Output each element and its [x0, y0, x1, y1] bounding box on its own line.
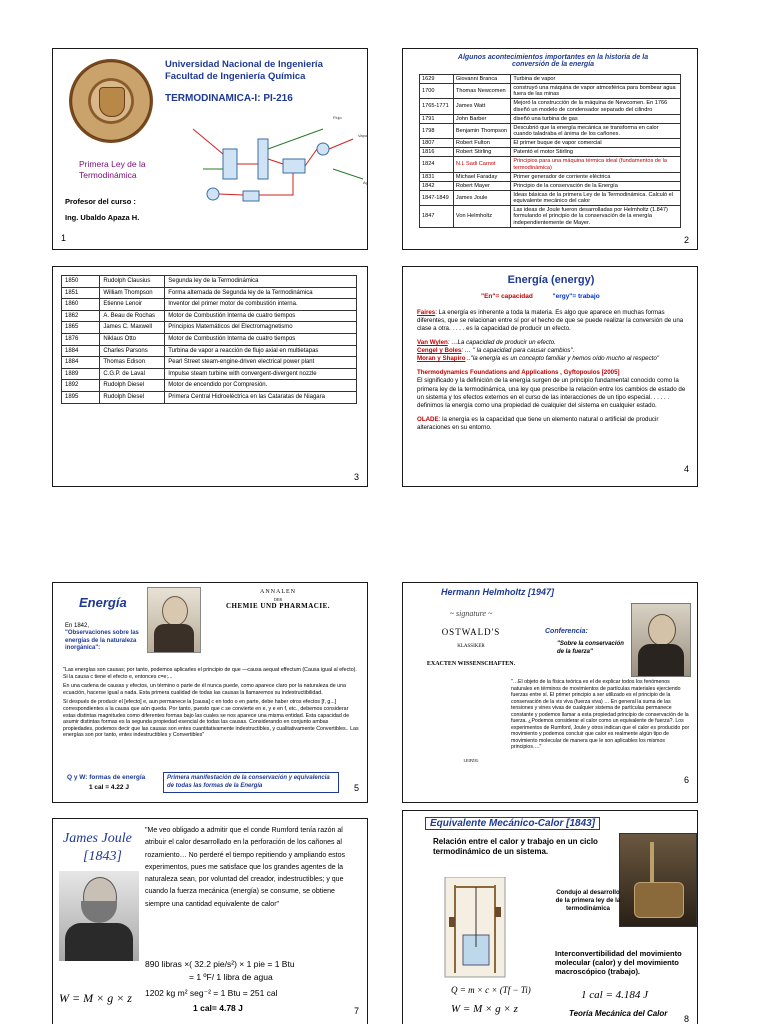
- person-cell: Von Helmholtz: [453, 206, 510, 227]
- equation-4: 1 cal= 4.78 J: [193, 1003, 243, 1013]
- person-cell: Benjamin Thompson: [453, 123, 510, 138]
- events-table: [61, 275, 357, 404]
- table-row: [62, 368, 357, 380]
- year-cell: 1860: [62, 299, 100, 311]
- event-cell: Descubrió que la energía mecánica se transforma en calor cuando taladraba el ánima de los cañones.: [511, 123, 681, 138]
- annalen-cover: ANNALEN DER CHEMIE UND PHARMACIE.: [225, 589, 331, 610]
- joule-portrait: [59, 871, 139, 961]
- slide-subtitle: Relación entre el calor y trabajo en un ciclo termodinámico de un sistema.: [433, 837, 598, 856]
- ostwald-cover: ~ signature ~ OSTWALD'S KLASSIKER EXACTEN WISSENSCHAFTEN. LEIPZIG: [426, 609, 516, 763]
- gyftopoulos-title: Thermodynamics Foundations and Applications , Gyftopoulos [2005]: [417, 369, 620, 377]
- helmholtz-portrait: [631, 603, 691, 677]
- table-row: [420, 123, 681, 138]
- joule-quote: "Me veo obligado a admitir que el conde Rumford tenía razón al atribuir el calor desarrollado en la perforación de los cañones al rozamiento… No perderé el tiempo repitiendo y ampliando estos experimentos, pues me satisface que los grandes agentes de la naturaleza sean, por voluntad del creador, indestructibles; y que cuando la fuerza mecánica (energía) se consume, se obtiene siempre una cantidad equivalente de calor": [145, 827, 345, 908]
- year-cell: 1816: [420, 148, 454, 157]
- slide-number: 1: [61, 233, 67, 243]
- table-row: [62, 380, 357, 392]
- year-cell: 1865: [62, 322, 100, 334]
- table-row: [420, 157, 681, 172]
- person-cell: Rudolph Diesel: [100, 391, 165, 403]
- university-name: Universidad Nacional de Ingeniería: [165, 59, 323, 70]
- joule-apparatus-photo: [619, 833, 697, 927]
- qw-label: Q y W: formas de energía: [67, 774, 146, 781]
- mechanical-theory-label: Teoría Mecánica del Calor: [569, 1009, 668, 1018]
- year-cell: 1850: [62, 276, 100, 288]
- observations-title: "Observaciones sobre las energías de la naturaleza inorgánica":: [65, 630, 139, 651]
- person-cell: Rudolph Diesel: [100, 380, 165, 392]
- slide-number: 4: [683, 464, 689, 475]
- slide-number: 2: [683, 235, 689, 245]
- gyftopoulos-paragraph: El significado y la definición de la energía surgen de un principio fundamental conocido como la primera ley de la termodinámica, una ley que prescribe la relación entre los cambios de estado de un sistema y los efectos externos en el curso de las interacciones de un tipo especial. . . . . . definimos la energía como una propiedad de cualquier del sistema en cualquier estado.: [417, 377, 686, 409]
- person-cell: Niklaus Otto: [100, 333, 165, 345]
- table-row: [420, 114, 681, 123]
- table-row: [420, 181, 681, 190]
- table-row: [62, 299, 357, 311]
- year-cell: 1842: [420, 181, 454, 190]
- event-cell: Motor de Combustión Interna de cuatro tiempos: [165, 310, 357, 322]
- event-cell: Principios para una máquina térmica ideal (fundamentos de la termodinámica): [511, 157, 681, 172]
- topic-title: Primera Ley de la Termodinámica: [79, 159, 146, 181]
- slide-number: 8: [683, 1014, 689, 1024]
- person-cell: Etienne Lenoir: [100, 299, 165, 311]
- event-cell: diseñó una turbina de gas: [511, 114, 681, 123]
- person-cell: Thomas Newcomen: [453, 84, 510, 99]
- olade-paragraph: OLADE: la energía es la capacidad que tiene un elemento natural o artificial de producir alteraciones en su entorno.: [417, 415, 659, 431]
- year-cell: 1798: [420, 123, 454, 138]
- table-row: [62, 310, 357, 322]
- year-cell: 1765-1771: [420, 99, 454, 114]
- equation-1: 890 libras ×( 32.2 pie/s²) × 1 pie = 1 Btu: [145, 959, 295, 969]
- event-cell: Ideas básicas de la primera Ley de la Termodinámica. Calculó el equivalente mecánico del calor: [511, 190, 681, 205]
- vanwylen-line: Van Wylen: …La capacidad de producir un efecto.: [417, 339, 556, 347]
- table-row: [62, 345, 357, 357]
- table-row: [62, 357, 357, 369]
- year-cell: 1700: [420, 84, 454, 99]
- person-cell: Robert Mayer: [453, 181, 510, 190]
- events-table: [419, 74, 681, 228]
- year-cell: 1862: [62, 310, 100, 322]
- person-cell: Giovanni Branca: [453, 75, 510, 84]
- slide-number: 5: [353, 782, 359, 793]
- person-cell: Michael Faraday: [453, 172, 510, 181]
- ergy-work: "ergy"= trabajo: [552, 293, 600, 300]
- person-cell: Charles Parsons: [100, 345, 165, 357]
- year-cell: 1851: [62, 287, 100, 299]
- event-cell: Primer generador de corriente eléctrica: [511, 172, 681, 181]
- slide-title: Algunos acontecimientos importantes en la historia de la conversión de la energía: [457, 54, 649, 68]
- person-cell: Robert Stirling: [453, 148, 510, 157]
- professor-label: Profesor del curso :: [65, 197, 136, 206]
- year-label: En 1842,: [65, 623, 90, 629]
- summary-box: Primera manifestación de la conservación y equivalencia de todas las formas de la Energía: [163, 772, 339, 793]
- en-capacity: "En"= capacidad: [481, 293, 533, 300]
- course-code: TERMODINAMICA-I: PI-216: [165, 93, 293, 104]
- slide-8: [402, 810, 698, 1024]
- faires-paragraph: Faires: La energía es inherente a toda la materia. Es algo que aparece en muchas formas diferentes, que se relacionan entre sí por el hecho de que se puede realizar la conversión de una clase a otra. . . . . es la capacidad de producir un efecto.: [417, 309, 684, 333]
- svg-text:Agua: Agua: [363, 180, 373, 185]
- table-row: [420, 75, 681, 84]
- person-cell: James Joule: [453, 190, 510, 205]
- year-cell: 1791: [420, 114, 454, 123]
- slide-title: Energía (energy): [507, 274, 595, 286]
- calorie-equivalence: 1 cal = 4.184 J: [581, 989, 648, 1001]
- work-formula: W = M × g × z: [59, 991, 132, 1005]
- event-cell: Turbina de vapor a reacción de flujo axial en multietapas: [165, 345, 357, 357]
- slide-title: James Joule: [63, 831, 132, 846]
- year-cell: 1876: [62, 333, 100, 345]
- event-cell: Primera Central Hidroeléctrica en las Cataratas de Niagara: [165, 391, 357, 403]
- slide-number: 3: [353, 472, 359, 482]
- professor-name: Ing. Ubaldo Apaza H.: [65, 213, 140, 222]
- event-cell: Mejoró la construcción de la máquina de Newcomen. En 1766 diseñó un modelo de condensador separado del cilindro: [511, 99, 681, 114]
- table-row: [420, 206, 681, 227]
- event-cell: Segunda ley de la Termodinámica: [165, 276, 357, 288]
- table-row: [420, 99, 681, 114]
- slide-year: [1843]: [83, 849, 122, 864]
- faculty-name: Facultad de Ingeniería Química: [165, 71, 306, 82]
- person-cell: C.G.P. de Laval: [100, 368, 165, 380]
- paragraph-3: Si después de producir el [efecto] e, aun permanece la [causa] c en todo o en parte, debe haber otros efectos [f, g...] correspondientes a la causa que aún queda. Por tanto, puesto que c se convierte en e, y e en f, etc., debemos considerar estas distintas magnitudes como diferentes formas bajo las cuales se nos aparece una misma entidad. Esta capacidad de asumir distintas formas es la segunda propiedad esencial de todas las causas. Considerando en conjunto ambas propiedades, podemos decir que las causas son entes cuantitativamente indestructibles, y cualitativamente Convertibles.. Las energías son por tanto, entes indestructibles y Convertibles": [63, 699, 359, 739]
- event-cell: Forma alternada de Segunda ley de la Termodinámica: [165, 287, 357, 299]
- slide-5: [52, 582, 368, 803]
- table-row: [420, 190, 681, 205]
- person-cell: John Barber: [453, 114, 510, 123]
- table-row: [420, 172, 681, 181]
- table-row: [62, 322, 357, 334]
- person-cell: Robert Fulton: [453, 139, 510, 148]
- slide-7: [52, 818, 368, 1024]
- joule-apparatus-diagram: [435, 877, 527, 985]
- table-row: [420, 139, 681, 148]
- person-cell: Rudolph Clausius: [100, 276, 165, 288]
- year-cell: 1824: [420, 157, 454, 172]
- cengel-line: Cengel y Boles: … " la capacidad para causar cambios".: [417, 347, 575, 355]
- svg-text:Vapor: Vapor: [358, 133, 369, 138]
- year-cell: 1831: [420, 172, 454, 181]
- year-cell: 1895: [62, 391, 100, 403]
- mayer-portrait: [147, 587, 201, 653]
- year-cell: 1807: [420, 139, 454, 148]
- slide-1: [52, 48, 373, 250]
- person-cell: Thomas Edison: [100, 357, 165, 369]
- person-cell: William Thompson: [100, 287, 165, 299]
- conclusion-note: Condujo al desarrollo de la primera ley de la termodinámica: [555, 889, 621, 912]
- slide-4: [402, 266, 698, 487]
- conference-label: Conferencia:: [545, 628, 588, 635]
- person-cell: James C. Maxwell: [100, 322, 165, 334]
- event-cell: Las ideas de Joule fueron desarrolladas por Helmholtz (1.847) formulando el principio de la conservación de la energía independientemente de Mayer.: [511, 206, 681, 227]
- event-cell: Patentó el motor Stirling: [511, 148, 681, 157]
- conference-title: "Sobre la conservación de la fuerza": [557, 641, 624, 655]
- slide-2: [402, 48, 698, 250]
- paragraph-2: En una cadena de causas y efectos, un término o parte de él nunca puede, como aparece claro por la naturaleza de una ecuación, hacerse igual a nada. Esta primera cualidad de todas las causas la llamaremos su indestructibilidad.: [63, 683, 346, 696]
- work-formula: W = M × g × z: [451, 1003, 518, 1015]
- university-seal: [69, 59, 153, 143]
- slide-number: 6: [683, 774, 689, 785]
- slide-title: Hermann Helmholtz [1947]: [441, 587, 555, 597]
- table-row: [420, 148, 681, 157]
- equation-2: = 1 ºF/ 1 libra de agua: [189, 972, 273, 982]
- year-cell: 1889: [62, 368, 100, 380]
- year-cell: 1884: [62, 357, 100, 369]
- helmholtz-quote: "…El objeto de la física teórica es el de explicar todos los fenómenos naturales en términos de movimientos de partículas materiales ejerciendo fuerzas entre sí. El primer principio a ser utilizado es el principio de la conservación de la vis viva (fuerza viva) … En general la suma de las tensiones y vines vivas de cualquier sistema de partículas permanece constante y podemos llamar a esta propiedad principio de conservación de la fuerza. ¿Podemos considerar el calor como un equivalente de fuerza?. Los experimentos de Rumford, Joule y otros indican que el calor es producido por movimiento y podemos concluir que calor es realmente algún tipo de movimiento molecular de manera que le son aplicables los mismos principios….": [511, 679, 690, 750]
- year-cell: 1629: [420, 75, 454, 84]
- table-row: [62, 391, 357, 403]
- heat-formula: Q = m × c × (Tf − Ti): [451, 985, 531, 995]
- slide-title: Energía: [79, 595, 127, 610]
- process-flow-diagram: [183, 109, 373, 219]
- slide-number: 7: [353, 1006, 359, 1016]
- event-cell: Principio de la conservación de la Energía: [511, 181, 681, 190]
- event-cell: Inventor del primer motor de combustión interna.: [165, 299, 357, 311]
- event-cell: Motor de encendido por Compresión.: [165, 380, 357, 392]
- moran-line: Moran y Shapiro .."la energía es un concepto familiar y hemos oído mucho al respecto": [417, 355, 660, 363]
- paragraph-1: "Las energías son causas; por tanto, podemos aplicarles el principio de que —causa aequat effectum (Causa igual al efecto). Si la causa c tiene el efecto e, entonces c=e;...: [63, 667, 357, 680]
- slide-3: [52, 266, 368, 487]
- equation-3: 1202 kg m² seg⁻² = 1 Btu = 251 cal: [145, 988, 278, 998]
- year-cell: 1892: [62, 380, 100, 392]
- person-cell: James Watt: [453, 99, 510, 114]
- person-cell: A. Beau de Rochas: [100, 310, 165, 322]
- slide-6: [402, 582, 698, 803]
- year-cell: 1847-1849: [420, 190, 454, 205]
- event-cell: Pearl Street steam-engine-driven electrical power plant: [165, 357, 357, 369]
- event-cell: El primer buque de vapor comercial: [511, 139, 681, 148]
- event-cell: construyó una máquina de vapor atmosférica para bombear agua fuera de las minas: [511, 84, 681, 99]
- event-cell: Impulse steam turbine with convergent-divergent nozzle: [165, 368, 357, 380]
- slide-title: Equivalente Mecánico-Calor [1843]: [425, 817, 600, 830]
- person-cell: N.L Sadi Carnot: [453, 157, 510, 172]
- svg-text:Flujo: Flujo: [333, 115, 342, 120]
- year-cell: 1884: [62, 345, 100, 357]
- table-row: [62, 333, 357, 345]
- event-cell: Turbina de vapor: [511, 75, 681, 84]
- event-cell: Principios Matemáticos del Electromagnetismo: [165, 322, 357, 334]
- table-row: [62, 276, 357, 288]
- table-row: [420, 84, 681, 99]
- calorie-equivalence: 1 cal = 4.22 J: [89, 784, 129, 791]
- event-cell: Motor de Combustión Interna de cuatro tiempos: [165, 333, 357, 345]
- table-row: [62, 287, 357, 299]
- year-cell: 1847: [420, 206, 454, 227]
- interconvertibility-note: Interconvertibilidad del movimiento molecular (calor) y del movimiento macroscópico (trabajo).: [555, 949, 682, 976]
